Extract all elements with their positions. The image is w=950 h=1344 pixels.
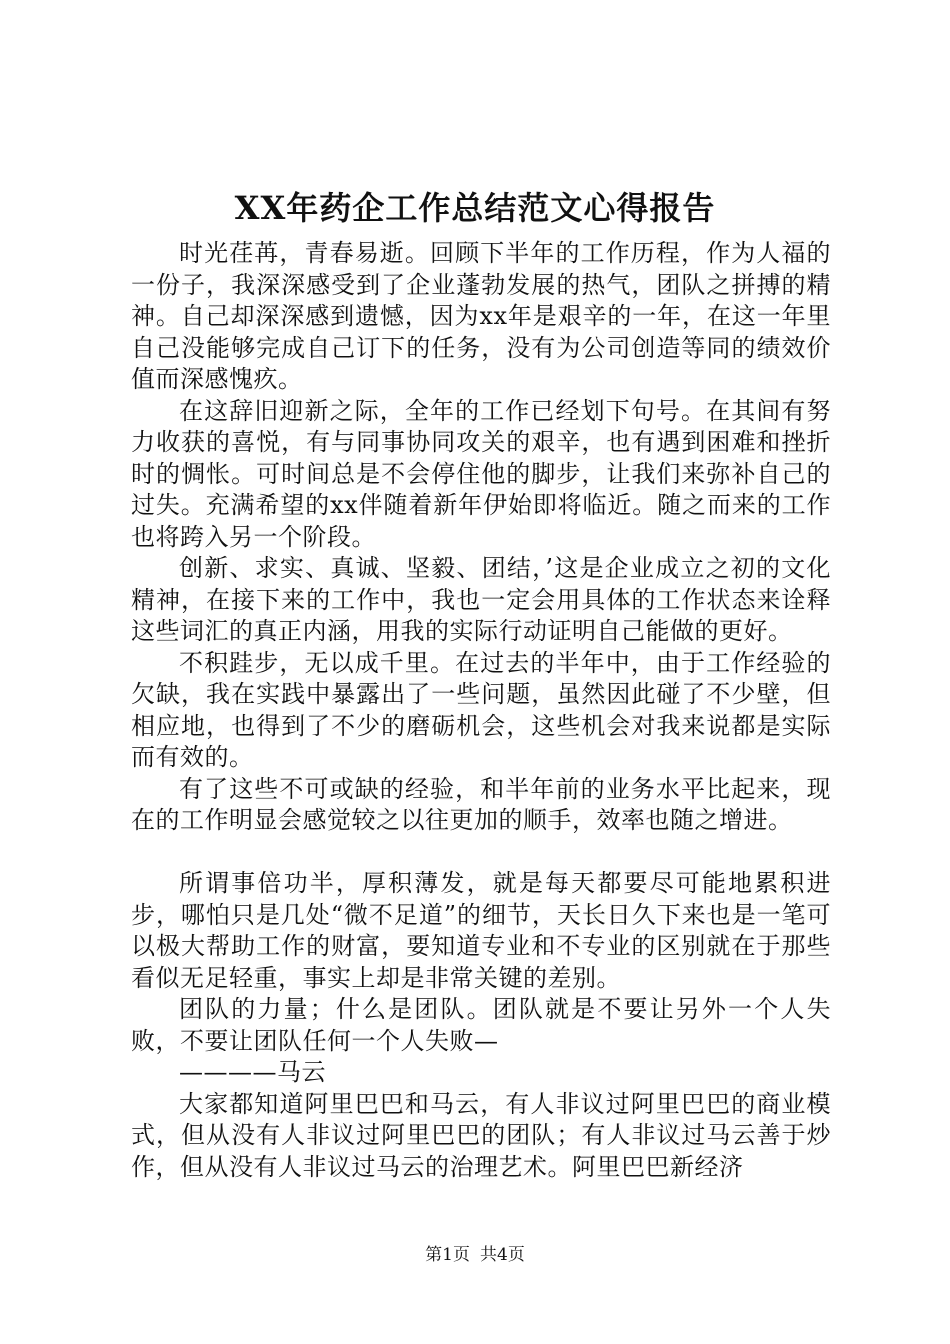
- page-total: 共4页: [480, 1245, 525, 1265]
- blank-line: [131, 837, 831, 869]
- paragraph: 大家都知道阿里巴巴和马云，有人非议过阿里巴巴的商业模式，但从没有人非议过阿里巴巴的团队；有人非议过马云善于炒作，但从没有人非议过马云的治理艺术。阿里巴巴新经济: [131, 1089, 831, 1181]
- page-number: 第1页: [425, 1245, 470, 1265]
- paragraph: 所谓事倍功半，厚积薄发，就是每天都要尽可能地累积进步，哪怕只是几处“微不足道”的细节，天长日久下来也是一笔可以极大帮助工作的财富，要知道专业和不专业的区别就在于那些看似无足轻重，事实上却是非常关键的差别。: [131, 869, 831, 992]
- document-title: XX年药企工作总结范文心得报告: [234, 189, 716, 227]
- paragraph: 团队的力量；什么是团队。团队就是不要让另外一个人失败，不要让团队任何一个人失败—: [131, 995, 831, 1055]
- document-body: [131, 238, 831, 1183]
- paragraph: 时光荏苒，青春易逝。回顾下半年的工作历程，作为人福的一份子，我深深感受到了企业蓬勃发展的热气，团队之拼搏的精神。自己却深深感到遗憾，因为xx年是艰辛的一年，在这一年里自己没能够完成自己订下的任务，没有为公司创造等同的绩效价值而深感愧疚。: [131, 239, 831, 393]
- quote-attribution: ————马云: [179, 1058, 326, 1086]
- paragraph: 不积跬步，无以成千里。在过去的半年中，由于工作经验的欠缺，我在实践中暴露出了一些问题，虽然因此碰了不少壁，但相应地，也得到了不少的磨砺机会，这些机会对我来说都是实际而有效的。: [131, 648, 831, 771]
- page-footer: [0, 1243, 950, 1267]
- paragraph: 有了这些不可或缺的经验，和半年前的业务水平比起来，现在的工作明显会感觉较之以往更加的顺手，效率也随之增进。: [131, 774, 831, 834]
- paragraph: 创新、求实、真诚、坚毅、团结，’这是企业成立之初的文化精神，在接下来的工作中，我也一定会用具体的工作状态来诠释这些词汇的真正内涵，用我的实际行动证明自己能做的更好。: [131, 554, 831, 645]
- paragraph: 在这辞旧迎新之际，全年的工作已经划下句号。在其间有努力收获的喜悦，有与同事协同攻关的艰辛，也有遇到困难和挫折时的惆怅。可时间总是不会停住他的脚步，让我们来弥补自己的过失。充满希望的xx伴随着新年伊始即将临近。随之而来的工作也将跨入另一个阶段。: [131, 396, 831, 551]
